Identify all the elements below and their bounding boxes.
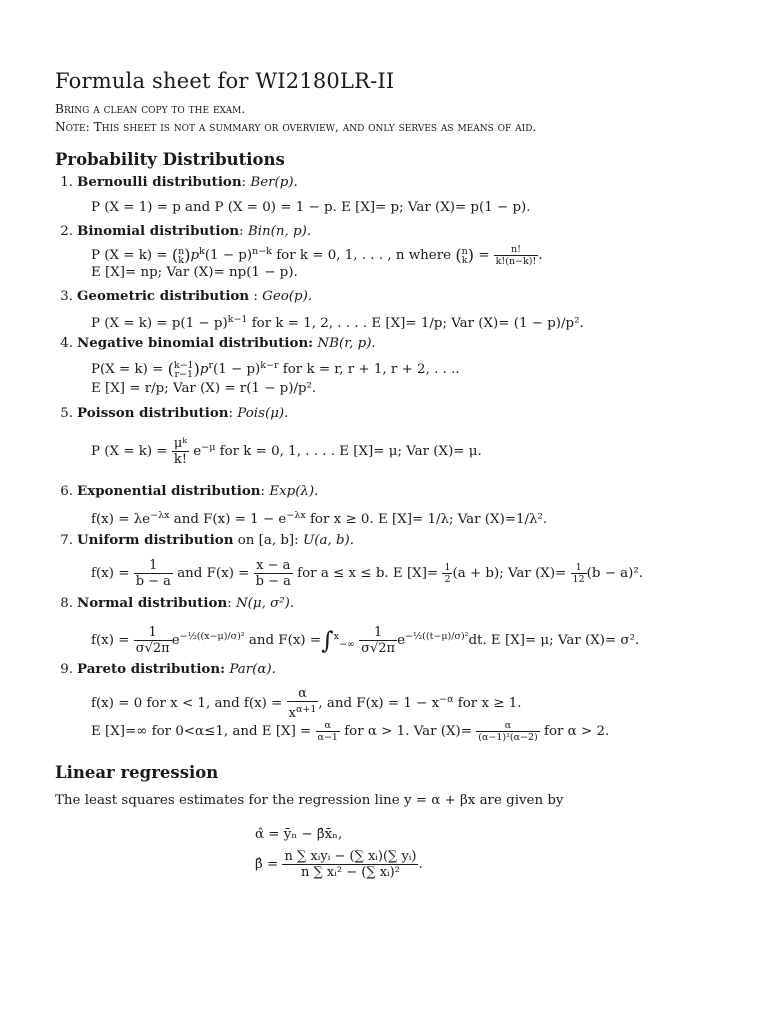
dist-8-formula: f(x) = $\frac{1}{\sigma√2\pi}$ $e^{-\frac{1}{2}((x-\mu)/\sigma)^2}$ and F(x) =∫$^x_{-\infty}$ $\frac{1}{\sigma√2\pi}$ $e^{-\frac{1}{2}((t-\mu)/\sigma)^2}dt$. E [X]= μ; Var (X)= σ². bbox=[91, 625, 640, 656]
dist-6-heading: 6. Exponential distribution: Exp(λ). bbox=[60, 483, 319, 499]
dist-5-formula: P (X = k) = $\frac{\text{μᵏ}}{k!}$ $e^{-\mu}$ for k = 0, 1, . . . . E [X]= μ; Var (X)= μ. bbox=[91, 436, 482, 467]
dist-6-formula: $f(x) = \lambda e^{-\lambda x}$ and $F(x) = 1 - e^{-\lambda x}$ for x ≥ 0. E [X]= 1/λ; Var (X)=1/λ². bbox=[91, 510, 548, 527]
dist-1-heading: 1. Bernoulli distribution: Ber(p). bbox=[60, 174, 298, 190]
section-probability: Probability Distributions bbox=[55, 150, 285, 169]
dist-5-heading: 5. Poisson distribution: Pois(μ). bbox=[60, 405, 289, 421]
dist-7-formula: f(x) = $\frac{1}{b - a}$ and F(x) = $\frac{x - a}{b - a}$ for a ≤ x ≤ b. E [X]= $\frac{1}{2}$ (a + b); Var (X)= $\frac{1}{12}$ (b − a)². bbox=[91, 558, 644, 589]
section-regression: Linear regression bbox=[55, 763, 219, 782]
dist-4-pmf: P(X = k) = (k−1 $r-1)p^r(1 - p)^{k-r}$ for k = r, r + 1, r + 2, . . .. bbox=[91, 359, 460, 380]
dist-3-heading: 3. Geometric distribution : Geo(p). bbox=[60, 288, 313, 304]
dist-3-formula: P $(X = k) = p(1 - p)^{k-1}$ for k = 1, 2, . . . . E [X]= 1/p; Var (X)= (1 − p)/p². bbox=[91, 314, 584, 331]
dist-9-heading: 9. Pareto distribution: Par(α). bbox=[60, 661, 276, 677]
regression-alpha: α̂ = ȳₙ − β̂x̄ₙ, bbox=[255, 827, 343, 842]
dist-1-formula: P (X = 1) = p and P (X = 0) = 1 − p. E [X]= p; Var (X)= p(1 − p). bbox=[91, 200, 531, 215]
note-line-2: Note: This sheet is not a summary or overview, and only serves as means of aid. bbox=[55, 120, 537, 134]
dist-4-heading: 4. Negative binomial distribution: NB(r, p). bbox=[60, 335, 376, 351]
note-line-1: Bring a clean copy to the exam. bbox=[55, 102, 246, 116]
dist-2-heading: 2. Binomial distribution: Bin(n, p). bbox=[60, 223, 312, 239]
regression-beta: β̂ = $\frac{\text{n ∑ xᵢyᵢ − (∑ xᵢ)(∑ yᵢ)}}{\text{n ∑ xᵢ² − (∑ xᵢ)²}}$ . bbox=[255, 849, 423, 880]
dist-9-density: f(x) = 0 for x < 1, and f(x) = $\frac{\alpha}{x^{\alpha+1}}$ , and $F(x) = 1 - x^{-\alpha}$ for x ≥ 1. bbox=[91, 686, 522, 721]
formula-sheet bbox=[55, 66, 715, 880]
dist-4-moments: E [X] = r/p; Var (X) = r(1 − p)/p². bbox=[91, 381, 317, 396]
dist-9-moments: E [X]=∞ for 0<α≤1, and E [X] = $\frac{\alpha}{\alpha-1}$ for α > 1. Var (X)= $\frac{\alpha}{\text{(α−1)²(α−2)}}$ for α > 2. bbox=[91, 720, 610, 743]
dist-2-moments: E [X]= np; Var (X)= np(1 − p). bbox=[91, 265, 298, 280]
dist-8-heading: 8. Normal distribution: N(μ, σ²). bbox=[60, 595, 295, 611]
dist-2-pmf: P (X = k) = (n $k)p^k(1 - p)^{n-k}$ for k = 0, 1, . . . , n where (n k) = $\frac{n!}{k!(n-k)!}$ . bbox=[91, 244, 543, 267]
dist-7-heading: 7. Uniform distribution on [a, b]: U(a, b). bbox=[60, 532, 354, 548]
page-title: Formula sheet for WI2180LR-II bbox=[55, 69, 395, 93]
regression-intro: The least squares estimates for the regression line y = α + βx are given by bbox=[55, 793, 564, 808]
